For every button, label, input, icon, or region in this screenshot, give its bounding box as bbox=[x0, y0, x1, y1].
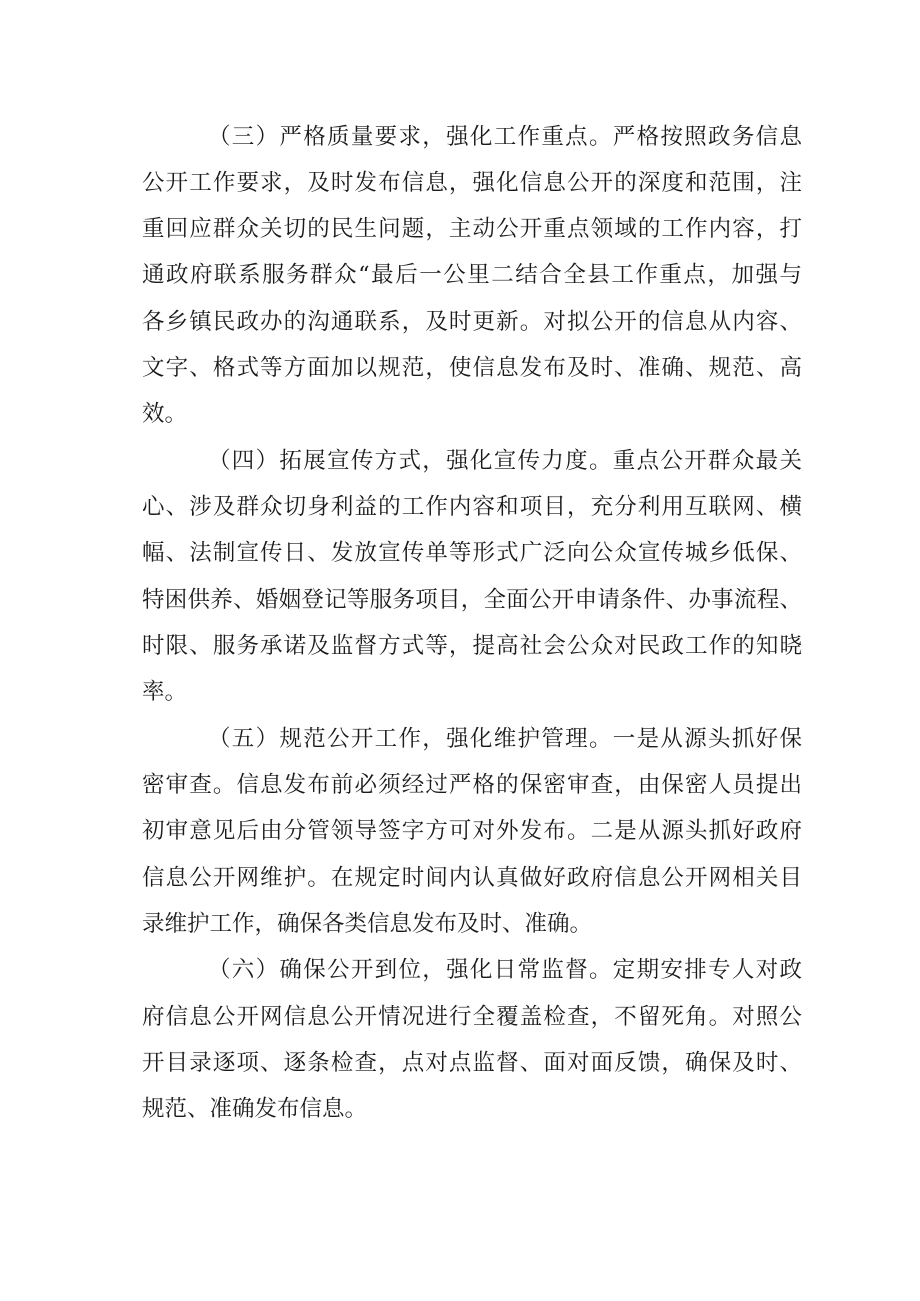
section-3-line-3: 重回应群众关切的民生问题，主动公开重点领域的工作内容，打 bbox=[142, 216, 802, 242]
section-3-line-1: （三）严格质量要求，强化工作重点。严格按照政务信息 bbox=[208, 124, 802, 150]
section-5-line-2: 密审查。信息发布前必须经过严格的保密审查，由保密人员提出 bbox=[142, 772, 802, 798]
section-5-line-5: 录维护工作，确保各类信息发布及时、准确。 bbox=[142, 911, 593, 937]
section-6-line-4: 规范、准确发布信息。 bbox=[142, 1096, 368, 1122]
section-6-line-2: 府信息公开网信息公开情况进行全覆盖检查，不留死角。对照公 bbox=[142, 1004, 802, 1030]
section-5-line-3: 初审意见后由分管领导签字方可对外发布。二是从源头抓好政府 bbox=[142, 818, 802, 844]
section-3-line-7: 效。 bbox=[142, 401, 188, 427]
section-4-line-3: 幅、法制宣传日、发放宣传单等形式广泛向公众宣传城乡低保、 bbox=[142, 540, 802, 566]
section-6-line-3: 开目录逐项、逐条检查，点对点监督、面对面反馈，确保及时、 bbox=[142, 1050, 802, 1076]
section-4-line-6: 率。 bbox=[142, 679, 188, 705]
section-3-line-4: 通政府联系服务群众“最后一公里二结合全县工作重点，加强与 bbox=[142, 262, 802, 288]
section-4-line-2: 心、涉及群众切身利益的工作内容和项目，充分利用互联网、横 bbox=[142, 494, 802, 520]
section-3-line-2: 公开工作要求，及时发布信息，强化信息公开的深度和范围，注 bbox=[142, 170, 802, 196]
section-3-line-6: 文字、格式等方面加以规范，使信息发布及时、准确、规范、高 bbox=[142, 355, 802, 381]
section-4-line-1: （四）拓展宣传方式，强化宣传力度。重点公开群众最关 bbox=[208, 448, 802, 474]
section-5-line-4: 信息公开网维护。在规定时间内认真做好政府信息公开网相关目 bbox=[142, 865, 802, 891]
section-5-line-1: （五）规范公开工作，强化维护管理。一是从源头抓好保 bbox=[208, 726, 802, 752]
section-6-line-1: （六）确保公开到位，强化日常监督。定期安排专人对政 bbox=[208, 957, 802, 983]
section-4-line-5: 时限、服务承诺及监督方式等，提高社会公众对民政工作的知晓 bbox=[142, 633, 802, 659]
section-4-line-4: 特困供养、婚姻登记等服务项目，全面公开申请条件、办事流程、 bbox=[142, 587, 802, 613]
section-3-line-5: 各乡镇民政办的沟通联系，及时更新。对拟公开的信息从内容、 bbox=[142, 309, 802, 335]
